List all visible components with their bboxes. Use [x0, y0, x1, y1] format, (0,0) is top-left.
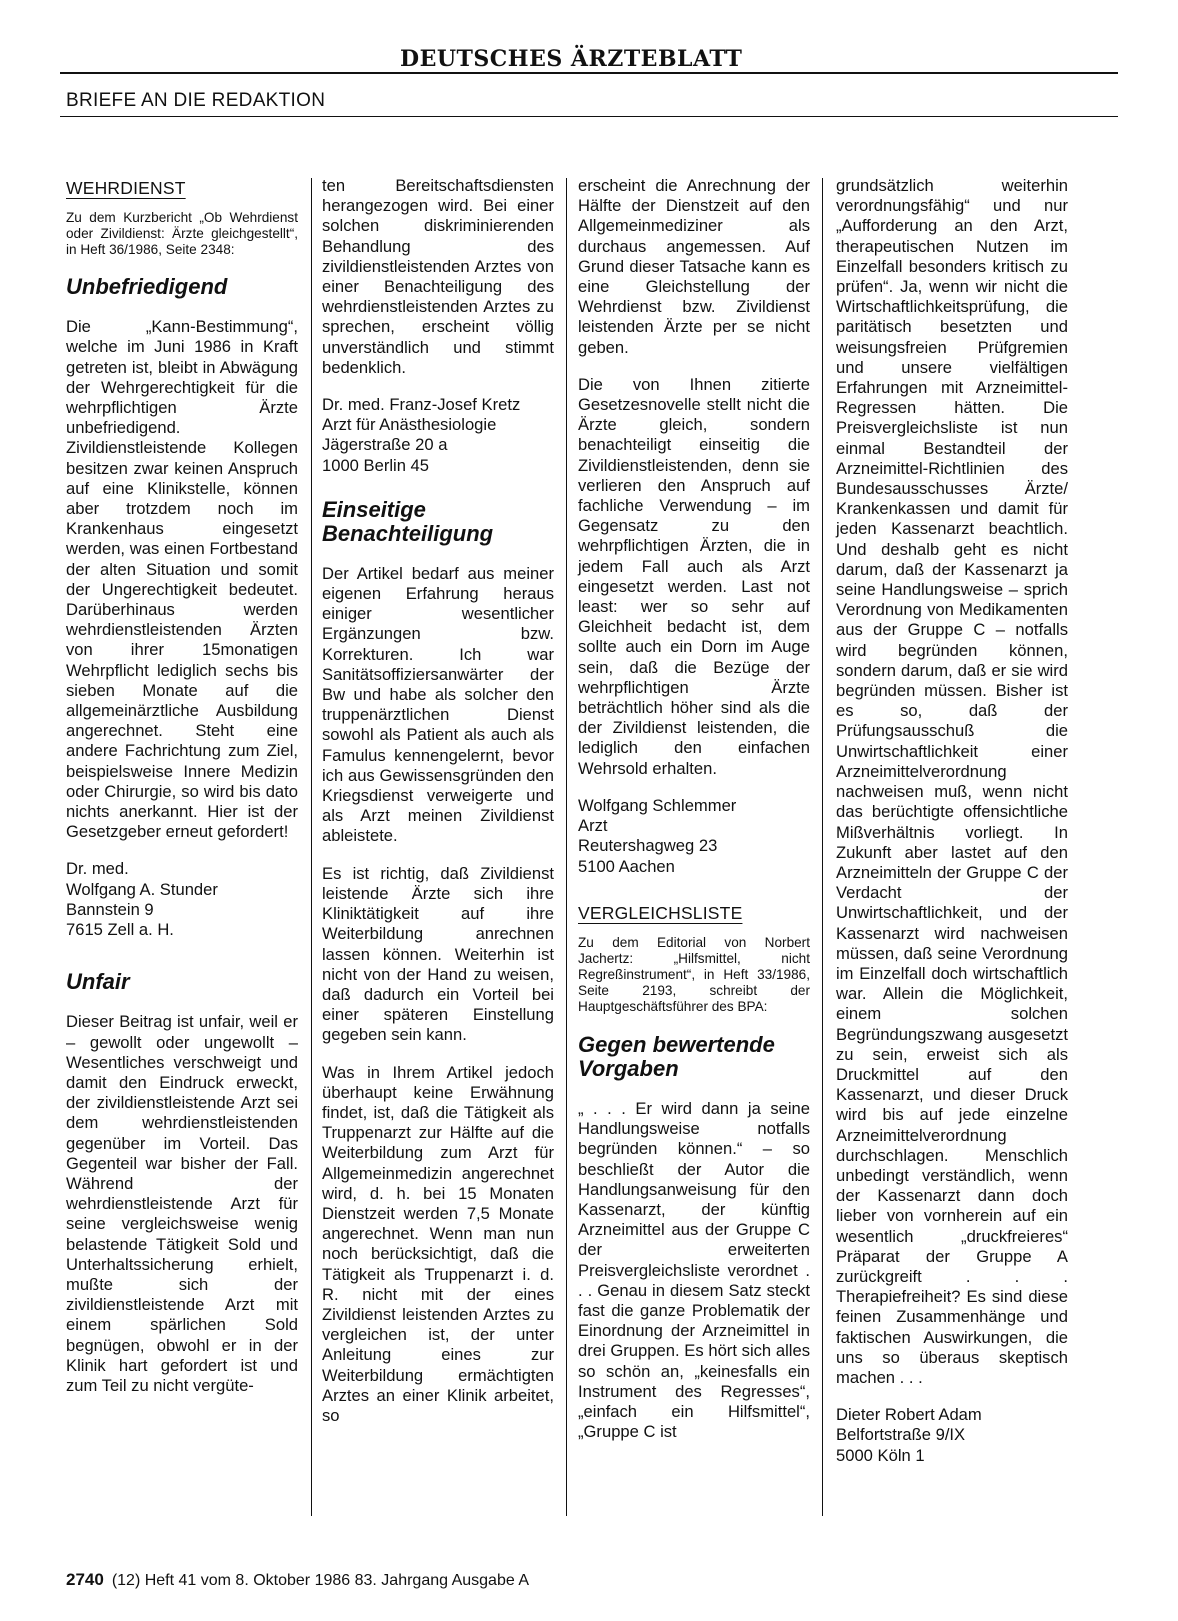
signature-line: 5000 Köln 1: [836, 1445, 925, 1465]
intro-text: Zu dem Kurzbericht „Ob Wehrdienst oder Zivildienst: Ärzte gleichgestellt“, in Heft 36/1986, Seite 2348:: [66, 210, 298, 258]
column-3: [578, 176, 810, 1459]
letter-text: Dieser Beitrag ist unfair, weil er – gewollt oder ungewollt – Wesentliches verschweigt und damit den Eindruck erweckt, der zivildienstleistende Arzt sei dem wehrdienstleistenden gegenüber im Vorteil. Das Gegenteil war bisher der Fall. Während der wehrdienstleistende Arzt für seine vergleichsweise wenig belastende Tätigkeit Sold und Unterhaltssicherung erhielt, mußte sich der zivildienstleistende Arzt mit einem spärlichen Sold begnügen, obwohl er in der Klinik hart gefordert ist und zum Teil zu nicht vergüte-: [66, 1012, 298, 1395]
section-title: BRIEFE AN DIE REDAKTION: [66, 90, 326, 111]
letter-text: erscheint die Anrechnung der Hälfte der Dienstzeit auf den Allgemeinmediziner als durchaus angemessen. Auf Grund dieser Tatsache kann es eine Gleichstellung der Wehrdienst bzw. Zivildienst leistenden Ärzte per se nicht geben.: [578, 176, 810, 357]
signature-line: Jägerstraße 20 a: [322, 435, 448, 455]
signature-line: Wolfgang A. Stunder: [66, 879, 218, 899]
signature-line: Dr. med.: [66, 859, 129, 879]
intro-text: Zu dem Editorial von Norbert Jachertz: „Hilfsmittel, nicht Regreßinstrument“, in Heft 33/1986, Seite 2193, schreibt der Hauptgeschäftsführer des BPA:: [578, 934, 810, 1014]
signature-line: Dr. med. Franz-Josef Kretz: [322, 395, 521, 415]
column-4: [836, 176, 1068, 1496]
rubric-vergleichsliste: VERGLEICHSLISTE: [578, 902, 743, 923]
signature-line: Arzt für Anästhesiologie: [322, 415, 497, 435]
signature-line: 7615 Zell a. H.: [66, 920, 174, 940]
signature-schlemmer: [578, 796, 810, 877]
letter-text: grundsätzlich weiterhin verordnungsfähig“ und nur „Aufforderung an den Arzt, therapeutischen Nutzen im Einzelfall besonders kritisch zu prüfen“. Ja, wenn wir nicht die Wirtschaftlichkeitsprüfung, die paritätisch besetzten und weisungsfreien Prüfgremien und unsere vielfältigen Erfahrungen mit Arzneimittel-Regressen hätten. Die Preisvergleichsliste ist nun einmal Bestandteil der Arzneimittel-Richtlinien des Bundesausschusses Ärzte/ Krankenkassen und damit für jeden Kassenarzt beachtlich. Und deshalb geht es nicht darum, daß der Kassenarzt ja seine Handlungsweise – sprich Verordnung von Medikamenten aus der Gruppe C – notfalls wird begründen können, sondern darum, daß er sie wird begründen müssen. Bisher ist es so, daß der Prüfungsausschuß die Unwirtschaftlichkeit einer Arzneimittelverordnung nachweisen muß, wenn nicht das berüchtigte offensichtliche Mißverhältnis vorliegt. In Zukunft aber lastet auf den Arzneimitteln der Gruppe C der Verdacht der Unwirtschaftlichkeit, und der Kassenarzt wird nachweisen müssen, daß seine Verordnung im Einzelfall doch wirtschaftlich war. Allein die Möglichkeit, einem solchen Begründungszwang ausgesetzt zu sein, erweist sich als Druckmittel auf den Kassenarzt, und dieser Druck wird bis auf jede einzelne Arzneimittelverordnung durchschlagen. Menschlich unbedingt verständlich, wenn der Kassenarzt dann doch lieber von vornherein auf ein wesentlich „druckfreieres“ Präparat der Gruppe A zurückgreift . . . Therapiefreiheit? Es sind diese feinen Zusammenhänge und faktischen Auswirkungen, die uns so überaus skeptisch machen . . .: [836, 176, 1068, 1387]
letter-text: Der Artikel bedarf aus meiner eigenen Erfahrung heraus einiger wesentlicher Ergänzungen bzw. Korrekturen. Ich war Sanitätsoffiziersanwärter der Bw und habe als solcher den truppenärztlichen Dienst sowohl als Patient als auch als Famulus kennengelernt, bevor ich aus Gewissensgründen den Kriegsdienst verweigerte und als Arzt meinen Zivildienst ableistete.: [322, 563, 554, 846]
headline-unfair: Unfair: [66, 969, 130, 995]
signature-line: Dieter Robert Adam: [836, 1405, 982, 1425]
signature-line: Belfortstraße 9/IX: [836, 1425, 966, 1445]
letter-text: Die von Ihnen zitierte Gesetzesnovelle stellt nicht die Ärzte gleich, sondern benachteiligt einseitig die Zivildienstleistenden, denn sie verlieren den Anspruch auf fachliche Verwendung – im Gegensatz zu den wehrpflichtigen Ärzten, die in jedem Fall auch als Arzt eingesetzt werden. Last not least: wer so sehr auf Gleichheit bedacht ist, dem sollte auch ein Dorn im Auge sein, daß die Bezüge der wehrpflichtigen Ärzte beträchtlich höher sind als die der Zivildienst leistenden, die lediglich den einfachen Wehrsold erhalten.: [578, 374, 810, 778]
issue-info: (12) Heft 41 vom 8. Oktober 1986 83. Jahrgang Ausgabe A: [111, 1572, 529, 1589]
column-divider: [566, 178, 567, 1516]
signature-adam: [836, 1405, 1068, 1466]
column-divider: [311, 178, 312, 1516]
signature-kretz: [322, 395, 554, 476]
header-rule: [60, 72, 1118, 74]
section-rule: [60, 116, 1118, 117]
letter-text: Es ist richtig, daß Zivildienst leistende Ärzte sich ihre Kliniktätigkeit auf ihre Weiterbildung anrechnen lassen können. Weiterhin ist nicht von der Hand zu weisen, daß dadurch ein Vorteil bei einer späteren Einstellung gegeben sein kann.: [322, 863, 554, 1045]
signature-stunder: [66, 859, 298, 940]
letter-text: Was in Ihrem Artikel jedoch überhaupt keine Erwähnung findet, ist, daß die Tätigkeit als Truppenarzt zur Hälfte auf die Weiterbildung zum Arzt für Allgemeinmedizin angerechnet wird, d. h. bei 15 Monaten Dienstzeit werden 7,5 Monate angerechnet. Wenn man nun noch berücksichtigt, daß die Tätigkeit als Truppenarzt i. d. R. nicht mit der eines Zivildienst leistenden Arztes zu vergleichen ist, der unter Anleitung eines zur Weiterbildung ermächtigten Arztes an einer Klinik arbeitet, so: [322, 1062, 554, 1425]
page-footer: [66, 1570, 529, 1590]
column-divider: [822, 178, 823, 1516]
letter-text: Die „Kann-Bestimmung“, welche im Juni 1986 in Kraft getreten ist, bleibt in Abwägung der Wehrgerechtigkeit für die wehrpflichtigen Ärzte unbefriedigend. Zivildienstleistende Kollegen besitzen zwar keinen Anspruch auf eine Klinikstelle, können aber trotzdem noch im Krankenhaus eingesetzt werden, was einen Fortbestand der alten Situation und somit der Ungerechtigkeit bedeutet. Darüberhinaus werden wehrdienstleistenden Ärzten von ihrer 15monatigen Wehrpflicht lediglich sechs bis sieben Monate auf die allgemeinärztliche Ausbildung angerechnet. Steht eine andere Fachrichtung zum Ziel, beispielsweise Innere Medizin oder Chirurgie, so wird bis dato nichts anerkannt. Hier ist der Gesetzgeber erneut gefordert!: [66, 317, 298, 842]
column-1: [66, 176, 298, 1413]
signature-line: Bannstein 9: [66, 899, 154, 919]
letter-text: ten Bereitschaftsdiensten herangezogen wird. Bei einer solchen diskriminierenden Behandlung des zivildienstleistenden Arztes von einer Benachteiligung des wehrdienstleistenden Arztes zu sprechen, erscheint völlig unverständlich und stimmt bedenklich.: [322, 176, 554, 377]
headline-einseitige-benachteiligung: Einseitige Benachteiligung: [322, 496, 494, 546]
headline-unbefriedigend: Unbefriedigend: [66, 274, 228, 300]
headline-gegen-bewertende-vorgaben: Gegen bewertende Vorgaben: [578, 1031, 775, 1081]
signature-line: 5100 Aachen: [578, 856, 675, 876]
page-number: 2740: [66, 1570, 104, 1589]
signature-line: Reutershagweg 23: [578, 836, 718, 856]
masthead: DEUTSCHES ÄRZTEBLATT: [400, 46, 743, 72]
letter-text: „ . . . Er wird dann ja seine Handlungsweise notfalls begründen können.“ – so beschließt der Autor die Handlungsanweisung für den Kassenarzt, der künftig Arzneimittel aus der Gruppe C der erweiterten Preisvergleichsliste verordnet . . . Genau in diesem Satz steckt fast die ganze Problematik der Einordnung der Arzneimittel in drei Gruppen. Es hört sich alles so schön an, „keinesfalls ein Instrument des Regresses“, „einfach ein Hilfsmittel“, „Gruppe C ist: [578, 1098, 810, 1442]
signature-line: Arzt: [578, 816, 608, 836]
signature-line: Wolfgang Schlemmer: [578, 795, 737, 815]
signature-line: 1000 Berlin 45: [322, 455, 430, 475]
rubric-wehrdienst: WEHRDIENST: [66, 178, 186, 198]
column-2: [322, 176, 554, 1443]
